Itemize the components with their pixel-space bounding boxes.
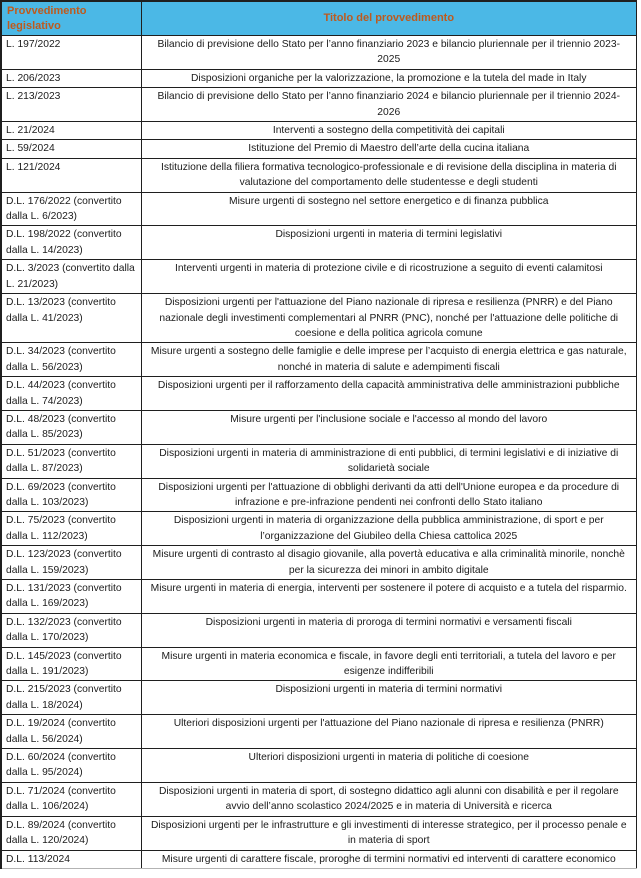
provvedimento-cell: L. 197/2022 <box>1 36 141 70</box>
table-row <box>1 294 637 343</box>
titolo-cell: Ulteriori disposizioni urgenti per l'attuazione del Piano nazionale di ripresa e resilienza (PNRR) <box>141 715 637 749</box>
titolo-cell: Misure urgenti per l'inclusione sociale e l'accesso al mondo del lavoro <box>141 410 637 444</box>
provvedimento-cell: D.L. 113/2024 <box>1 850 141 868</box>
provvedimento-cell: D.L. 75/2023 (convertito dalla L. 112/2023) <box>1 512 141 546</box>
provvedimento-cell: D.L. 51/2023 (convertito dalla L. 87/2023) <box>1 444 141 478</box>
provvedimento-cell: L. 121/2024 <box>1 158 141 192</box>
provvedimento-cell: D.L. 176/2022 (convertito dalla L. 6/2023) <box>1 192 141 226</box>
provvedimento-cell: L. 206/2023 <box>1 69 141 87</box>
titolo-cell: Misure urgenti in materia economica e fiscale, in favore degli enti territoriali, a tutela del lavoro e per esigenze indifferibili <box>141 647 637 681</box>
provvedimento-cell: D.L. 132/2023 (convertito dalla L. 170/2023) <box>1 613 141 647</box>
provvedimento-cell: D.L. 123/2023 (convertito dalla L. 159/2023) <box>1 546 141 580</box>
provvedimento-cell: D.L. 89/2024 (convertito dalla L. 120/2024) <box>1 816 141 850</box>
table-row <box>1 681 637 715</box>
provvedimento-cell: D.L. 3/2023 (convertito dalla L. 21/2023) <box>1 260 141 294</box>
table-row <box>1 444 637 478</box>
titolo-cell: Bilancio di previsione dello Stato per l’anno finanziario 2024 e bilancio pluriennale per il triennio 2024-2026 <box>141 88 637 122</box>
titolo-cell: Disposizioni urgenti in materia di amministrazione di enti pubblici, di termini legislativi e di iniziative di solidarietà sociale <box>141 444 637 478</box>
table-row <box>1 192 637 226</box>
titolo-cell: Misure urgenti di contrasto al disagio giovanile, alla povertà educativa e alla criminalità minorile, nonchè per la sicurezza dei minori in ambito digitale <box>141 546 637 580</box>
provvedimento-cell: D.L. 145/2023 (convertito dalla L. 191/2023) <box>1 647 141 681</box>
titolo-cell: Disposizioni urgenti in materia di organizzazione della pubblica amministrazione, di sport e per l’organizzazione del Giubileo della Chiesa cattolica 2025 <box>141 512 637 546</box>
titolo-cell: Disposizioni organiche per la valorizzazione, la promozione e la tutela del made in Italy <box>141 69 637 87</box>
table-row <box>1 478 637 512</box>
titolo-cell: Istituzione del Premio di Maestro dell’arte della cucina italiana <box>141 140 637 158</box>
column-header-titolo: Titolo del provvedimento <box>141 1 637 36</box>
titolo-cell: Misure urgenti di sostegno nel settore energetico e di finanza pubblica <box>141 192 637 226</box>
table-row <box>1 816 637 850</box>
titolo-cell: Interventi a sostegno della competitività dei capitali <box>141 122 637 140</box>
provvedimento-cell: D.L. 48/2023 (convertito dalla L. 85/2023) <box>1 410 141 444</box>
titolo-cell: Misure urgenti in materia di energia, interventi per sostenere il potere di acquisto e a tutela del risparmio. <box>141 580 637 614</box>
table-row <box>1 36 637 70</box>
column-header-provvedimento: Provvedimento legislativo <box>1 1 141 36</box>
provvedimento-cell: D.L. 34/2023 (convertito dalla L. 56/2023) <box>1 343 141 377</box>
titolo-cell: Interventi urgenti in materia di protezione civile e di ricostruzione a seguito di eventi calamitosi <box>141 260 637 294</box>
provvedimento-cell: D.L. 19/2024 (convertito dalla L. 56/2024) <box>1 715 141 749</box>
titolo-cell: Istituzione della filiera formativa tecnologico-professionale e di revisione della disciplina in materia di valutazione del comportamento delle studentesse e degli studenti <box>141 158 637 192</box>
provvedimento-cell: L. 21/2024 <box>1 122 141 140</box>
provvedimento-cell: D.L. 60/2024 (convertito dalla L. 95/2024) <box>1 749 141 783</box>
table-row <box>1 69 637 87</box>
table-row <box>1 613 637 647</box>
provvedimento-cell: L. 59/2024 <box>1 140 141 158</box>
table-row <box>1 715 637 749</box>
provvedimento-cell: D.L. 131/2023 (convertito dalla L. 169/2023) <box>1 580 141 614</box>
table-row <box>1 782 637 816</box>
provvedimento-cell: D.L. 69/2023 (convertito dalla L. 103/2023) <box>1 478 141 512</box>
titolo-cell: Disposizioni urgenti in materia di termini normativi <box>141 681 637 715</box>
table-row <box>1 749 637 783</box>
table-row <box>1 580 637 614</box>
provvedimento-cell: D.L. 44/2023 (convertito dalla L. 74/2023) <box>1 377 141 411</box>
titolo-cell: Disposizioni urgenti in materia di proroga di termini normativi e versamenti fiscali <box>141 613 637 647</box>
table-row <box>1 158 637 192</box>
table-row <box>1 226 637 260</box>
titolo-cell: Bilancio di previsione dello Stato per l’anno finanziario 2023 e bilancio pluriennale per il triennio 2023-2025 <box>141 36 637 70</box>
table-row <box>1 260 637 294</box>
provvedimento-cell: L. 213/2023 <box>1 88 141 122</box>
table-row <box>1 377 637 411</box>
table-row <box>1 850 637 868</box>
provvedimento-cell: D.L. 198/2022 (convertito dalla L. 14/2023) <box>1 226 141 260</box>
titolo-cell: Misure urgenti di carattere fiscale, proroghe di termini normativi ed interventi di carattere economico <box>141 850 637 868</box>
titolo-cell: Disposizioni urgenti per l'attuazione di obblighi derivanti da atti dell'Unione europea e da procedure di infrazione e pre-infrazione pendenti nei confronti dello Stato italiano <box>141 478 637 512</box>
titolo-cell: Misure urgenti a sostegno delle famiglie e delle imprese per l’acquisto di energia elettrica e gas naturale, nonché in materia di salute e adempimenti fiscali <box>141 343 637 377</box>
table-row <box>1 512 637 546</box>
titolo-cell: Disposizioni urgenti per le infrastrutture e gli investimenti di interesse strategico, per il processo penale e in materia di sport <box>141 816 637 850</box>
titolo-cell: Disposizioni urgenti in materia di sport, di sostegno didattico agli alunni con disabilità e per il regolare avvio dell’anno scolastico 2024/2025 e in materia di Università e ricerca <box>141 782 637 816</box>
table-row <box>1 546 637 580</box>
titolo-cell: Disposizioni urgenti per l'attuazione del Piano nazionale di ripresa e resilienza (PNRR) e del Piano nazionale degli investimenti complementari al PNRR (PNC), nonché per l'attuazione delle politiche di coesione e della politica agricola comune <box>141 294 637 343</box>
table-row <box>1 410 637 444</box>
provvedimento-cell: D.L. 71/2024 (convertito dalla L. 106/2024) <box>1 782 141 816</box>
table-header-row <box>1 1 637 36</box>
table-row <box>1 647 637 681</box>
table-row <box>1 88 637 122</box>
table-row <box>1 140 637 158</box>
titolo-cell: Disposizioni urgenti in materia di termini legislativi <box>141 226 637 260</box>
titolo-cell: Disposizioni urgenti per il rafforzamento della capacità amministrativa delle amministrazioni pubbliche <box>141 377 637 411</box>
table-row <box>1 122 637 140</box>
provvedimento-cell: D.L. 13/2023 (convertito dalla L. 41/2023) <box>1 294 141 343</box>
provvedimento-cell: D.L. 215/2023 (convertito dalla L. 18/2024) <box>1 681 141 715</box>
table-row <box>1 343 637 377</box>
titolo-cell: Ulteriori disposizioni urgenti in materia di politiche di coesione <box>141 749 637 783</box>
